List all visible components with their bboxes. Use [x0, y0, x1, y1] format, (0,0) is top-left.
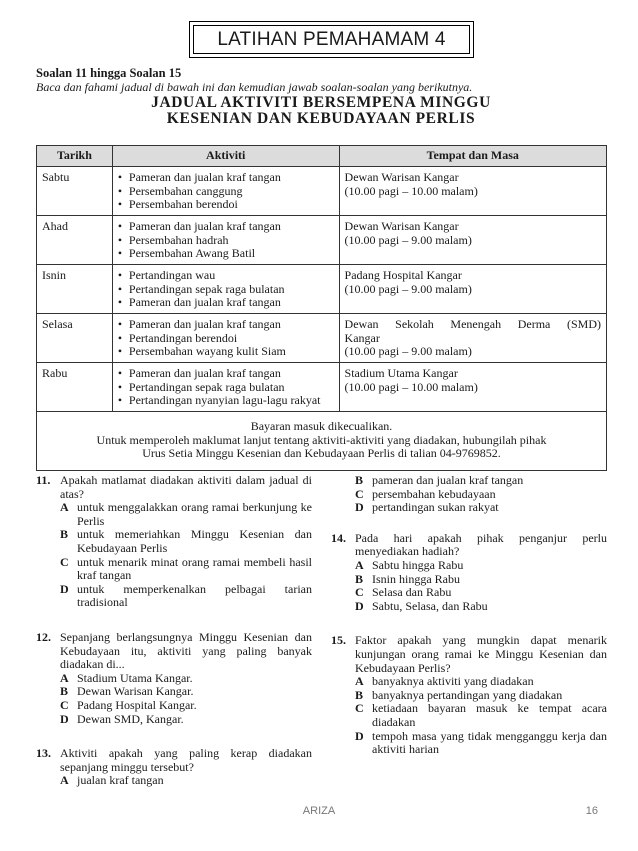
answer-option[interactable] [355, 559, 607, 573]
option-text: ketiadaan bayaran masuk ke tempat acara diadakan [372, 701, 607, 729]
answer-option[interactable] [60, 685, 312, 699]
question-number: 15. [331, 633, 346, 648]
activity-item: • Pameran dan jualan kraf tangan [118, 220, 334, 234]
option-text: Isnin hingga Rabu [372, 571, 460, 586]
activity-item: • Pertandingan berendoi [118, 332, 334, 346]
option-letter: D [355, 500, 364, 515]
header-activity: Aktiviti [112, 146, 339, 167]
answer-option[interactable] [355, 586, 607, 600]
note-cell [37, 412, 607, 471]
answer-option[interactable] [60, 672, 312, 686]
option-letter: D [60, 581, 69, 596]
venue-time: (10.00 pagi – 9.00 malam) [344, 232, 472, 247]
answer-option[interactable] [355, 689, 607, 703]
instruction-text: Baca dan fahami jadual di bawah ini dan kemudian jawab soalan-soalan yang berikutnya. [36, 80, 473, 94]
option-letter: A [60, 500, 69, 515]
answer-option[interactable] [355, 675, 607, 689]
option-text: Dewan SMD, Kangar. [77, 711, 184, 726]
note-line: Untuk memperoleh maklumat lanjut tentang aktiviti-aktiviti yang diadakan, hubungilah pihak [96, 432, 547, 447]
answer-option[interactable] [355, 488, 607, 502]
venue-cell [339, 314, 606, 363]
question-stem: Faktor apakah yang mungkin dapat menarik kunjungan orang ramai ke Minggu Kesenian dan Kebudayaan Perlis? [355, 633, 607, 675]
title-box [189, 21, 474, 58]
activity-cell [112, 216, 339, 265]
activity-item: • Persembahan canggung [118, 185, 334, 199]
option-text: Sabtu, Selasa, dan Rabu [372, 598, 488, 613]
page-title: LATIHAN PEMAHAMAM 4 [193, 25, 470, 54]
answer-option[interactable] [355, 600, 607, 614]
venue-time: (10.00 pagi – 10.00 malam) [344, 379, 478, 394]
activity-cell [112, 167, 339, 216]
questions-right-column [331, 474, 607, 778]
activity-item: • Pertandingan nyanyian lagu-lagu rakyat [118, 394, 334, 408]
day-cell: Sabtu [37, 167, 113, 216]
question-number: 14. [331, 530, 346, 545]
option-letter: D [60, 711, 69, 726]
activity-item: • Pertandingan sepak raga bulatan [118, 283, 334, 297]
option-letter: B [60, 684, 69, 699]
table-row [37, 314, 607, 363]
option-text: jualan kraf tangan [77, 773, 164, 788]
answer-option[interactable] [355, 474, 607, 488]
activity-item: • Pertandingan sepak raga bulatan [118, 381, 334, 395]
question-number: 13. [36, 746, 51, 761]
question-11 [36, 474, 312, 610]
activity-item: • Pameran dan jualan kraf tangan [118, 296, 334, 310]
question-14 [331, 532, 607, 614]
activity-item: • Persembahan berendoi [118, 198, 334, 212]
option-text: Selasa dan Rabu [372, 585, 452, 600]
venue-time: (10.00 pagi – 10.00 malam) [344, 183, 478, 198]
venue-name: Dewan Warisan Kangar [344, 219, 459, 233]
activity-list [118, 171, 334, 212]
option-text: Stadium Utama Kangar. [77, 670, 193, 685]
venue-time: (10.00 pagi – 9.00 malam) [344, 281, 472, 296]
venue-name: Dewan Sekolah Menengah Derma (SMD) [344, 317, 601, 331]
activity-cell [112, 363, 339, 412]
footer-author: ARIZA [302, 805, 336, 817]
activity-item: • Persembahan hadrah [118, 234, 334, 248]
option-letter: B [355, 571, 364, 586]
activity-item: • Persembahan wayang kulit Siam [118, 345, 334, 359]
venue-cell [339, 363, 606, 412]
option-letter: C [355, 701, 364, 716]
section-heading: Soalan 11 hingga Soalan 15 [36, 66, 182, 80]
table-note-row [37, 412, 607, 471]
activity-list [118, 367, 334, 408]
answer-option[interactable] [60, 774, 312, 788]
page-number: 16 [585, 805, 598, 817]
activity-list [118, 318, 334, 359]
table-row [37, 167, 607, 216]
header-date: Tarikh [37, 146, 113, 167]
option-letter: B [355, 687, 364, 702]
option-text: untuk memperkenalkan pelbagai tarian tradisional [77, 581, 312, 610]
option-letter: B [355, 473, 364, 487]
schedule-table [36, 145, 607, 471]
table-header-row [37, 146, 607, 167]
option-letter: A [60, 670, 69, 685]
question-15 [331, 634, 607, 756]
question-number: 12. [36, 629, 51, 644]
question-stem: Apakah matlamat diadakan aktiviti dalam jadual di atas? [60, 473, 312, 501]
activity-list [118, 269, 334, 310]
option-letter: C [60, 554, 69, 569]
option-letter: C [60, 697, 69, 712]
option-letter: D [355, 728, 364, 743]
answer-option[interactable] [355, 501, 607, 515]
option-text: untuk menggalakkan orang ramai berkunjung ke Perlis [77, 500, 312, 528]
answer-option[interactable] [60, 713, 312, 727]
option-text: pameran dan jualan kraf tangan [372, 473, 524, 487]
day-cell: Selasa [37, 314, 113, 363]
question-12 [36, 631, 312, 726]
answer-option[interactable] [355, 573, 607, 587]
option-text: pertandingan sukan rakyat [372, 500, 499, 515]
activity-item: • Pertandingan wau [118, 269, 334, 283]
venue-cell [339, 167, 606, 216]
activity-list [118, 220, 334, 261]
answer-option[interactable] [60, 501, 312, 528]
activity-item: • Pameran dan jualan kraf tangan [118, 318, 334, 332]
option-letter: C [355, 486, 364, 501]
header-venue: Tempat dan Masa [339, 146, 606, 167]
option-letter: A [355, 674, 364, 689]
venue-cell [339, 265, 606, 314]
activity-item: • Pameran dan jualan kraf tangan [118, 367, 334, 381]
option-text: persembahan kebudayaan [372, 486, 496, 501]
table-title-line1: JADUAL AKTIVITI BERSEMPENA MINGGU [151, 94, 491, 111]
option-letter: A [355, 557, 364, 572]
option-letter: D [355, 598, 364, 613]
answer-option[interactable] [355, 702, 607, 729]
option-letter: A [60, 773, 69, 788]
question-13 [36, 747, 312, 788]
day-cell: Ahad [37, 216, 113, 265]
question-stem: Pada hari apakah pihak penganjur perlu menyediakan hadiah? [355, 530, 607, 559]
answer-option[interactable] [60, 528, 312, 555]
day-cell: Isnin [37, 265, 113, 314]
note-line: Urus Setia Minggu Kesenian dan Kebudayaan Perlis di talian 04-9769852. [142, 446, 501, 461]
answer-option[interactable] [355, 730, 607, 757]
option-text: tempoh masa yang tidak mengganggu kerja dan aktiviti harian [372, 728, 607, 757]
venue-name: Stadium Utama Kangar [344, 366, 458, 380]
activity-item: • Persembahan Awang Batil [118, 247, 334, 261]
venue-name: Padang Hospital Kangar [344, 268, 462, 282]
option-letter: B [60, 527, 69, 542]
table-row [37, 216, 607, 265]
option-text: Padang Hospital Kangar. [77, 697, 197, 712]
table-row [37, 363, 607, 412]
question-stem: Aktiviti apakah yang paling kerap diadakan sepanjang minggu tersebut? [60, 746, 312, 774]
answer-option[interactable] [60, 583, 312, 610]
option-text: untuk memeriahkan Minggu Kesenian dan Kebudayaan Perlis [77, 527, 312, 555]
option-text: banyaknya aktiviti yang diadakan [372, 674, 534, 689]
activity-cell [112, 314, 339, 363]
table-title-line2: KESENIAN DAN KEBUDAYAAN PERLIS [166, 110, 476, 127]
option-text: Sabtu hingga Rabu [372, 557, 464, 572]
day-cell: Rabu [37, 363, 113, 412]
option-text: untuk menarik minat orang ramai membeli hasil kraf tangan [77, 554, 312, 583]
venue-cell [339, 216, 606, 265]
option-text: Dewan Warisan Kangar. [77, 684, 194, 699]
answer-option[interactable] [60, 699, 312, 713]
table-row [37, 265, 607, 314]
venue-time: (10.00 pagi – 9.00 malam) [344, 344, 472, 359]
venue-name-cont: Kangar [344, 330, 380, 345]
questions-left-column [36, 474, 312, 809]
note-line: Bayaran masuk dikecualikan. [250, 419, 393, 433]
option-letter: C [355, 585, 364, 600]
question-13-continued [331, 474, 607, 515]
option-text: banyaknya pertandingan yang diadakan [372, 687, 563, 702]
activity-cell [112, 265, 339, 314]
answer-option[interactable] [60, 556, 312, 583]
question-stem: Sepanjang berlangsungnya Minggu Kesenian dan Kebudayaan itu, aktiviti yang paling banyak diadakan di... [60, 629, 312, 672]
table-title [36, 95, 606, 127]
venue-name: Dewan Warisan Kangar [344, 170, 459, 184]
activity-item: • Pameran dan jualan kraf tangan [118, 171, 334, 185]
question-number: 11. [36, 473, 51, 487]
